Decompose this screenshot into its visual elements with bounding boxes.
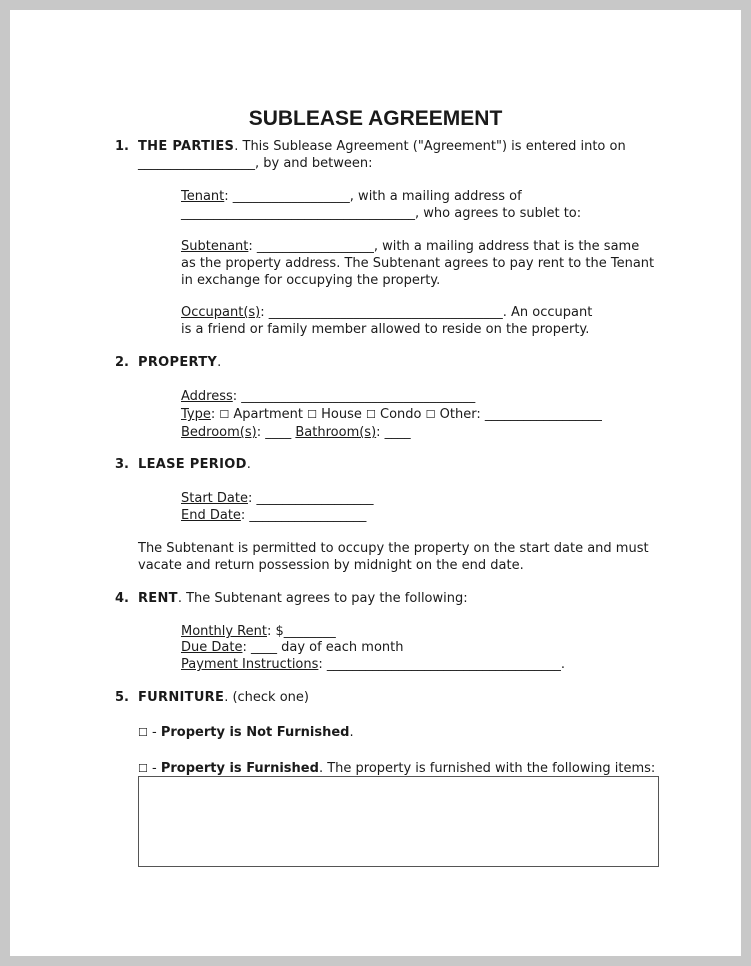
not-furnished-checkbox[interactable]: ☐ [138, 726, 148, 739]
occupant-label: Occupant(s) [181, 305, 261, 320]
section-1-text-1: . This Sublease Agreement ("Agreement") is entered into on [234, 139, 626, 154]
start-date-label: Start Date [181, 491, 248, 506]
bathrooms-label: Bathroom(s) [295, 425, 377, 440]
section-5-line [138, 689, 309, 706]
document-title: SUBLEASE AGREEMENT [248, 107, 503, 130]
furnished-label: Property is Furnished [160, 761, 319, 776]
section-3-number: 3. [115, 457, 129, 472]
house-checkbox[interactable]: ☐ [307, 408, 317, 421]
address-label: Address [181, 389, 233, 404]
not-furnished-dash: - [152, 725, 157, 740]
subtenant-label: Subtenant [181, 239, 249, 254]
payment-instructions-line [181, 656, 565, 673]
furnished-option [138, 760, 655, 777]
apartment-checkbox[interactable]: ☐ [219, 408, 230, 421]
apartment-label: Apartment [233, 407, 303, 422]
document-page [10, 10, 741, 956]
section-1-line-2[interactable]: __________________, by and between: [138, 156, 373, 171]
rooms-line [181, 424, 411, 441]
section-5-heading: FURNITURE [138, 690, 225, 705]
furnished-items-box[interactable] [138, 776, 659, 867]
due-date-label: Due Date [181, 640, 243, 655]
monthly-rent-line [181, 623, 336, 640]
section-2-period: . [217, 355, 222, 370]
bathrooms-field[interactable]: : ____ [376, 425, 411, 440]
subtenant-line-1 [181, 238, 639, 255]
section-3-heading-line [138, 456, 251, 473]
type-line [181, 406, 602, 423]
due-date-line [181, 639, 403, 656]
section-1-line-1 [138, 138, 626, 155]
condo-checkbox[interactable]: ☐ [366, 408, 376, 421]
tenant-line-2[interactable]: ____________________________________, who agrees to sublet to: [181, 206, 582, 221]
furnished-checkbox[interactable]: ☐ [138, 762, 148, 775]
section-5-text: . (check one) [224, 690, 309, 705]
section-2-number: 2. [115, 355, 129, 370]
tenant-field[interactable]: : __________________, with a mailing address of [224, 189, 522, 204]
section-3-heading: LEASE PERIOD [138, 457, 247, 472]
furnished-dash: - [152, 761, 157, 776]
not-furnished-option [138, 724, 354, 741]
section-4-number: 4. [115, 591, 129, 606]
start-date-field[interactable]: : __________________ [247, 491, 374, 506]
occupant-field[interactable]: : ____________________________________. An occupant [260, 305, 593, 320]
start-date-line [181, 490, 373, 507]
tenant-line-1 [181, 188, 522, 205]
not-furnished-label: Property is Not Furnished [160, 725, 350, 740]
section-2-heading: PROPERTY [138, 355, 218, 370]
type-colon: : [210, 407, 216, 422]
section-4-heading: RENT [138, 591, 178, 606]
lease-period-text-1: The Subtenant is permitted to occupy the property on the start date and must [138, 541, 649, 556]
subtenant-line-3: in exchange for occupying the property. [181, 273, 441, 288]
lease-period-text-2: vacate and return possession by midnight on the end date. [138, 558, 524, 573]
end-date-field[interactable]: : __________________ [240, 508, 367, 523]
type-label: Type [181, 407, 211, 422]
section-4-line [138, 590, 468, 607]
not-furnished-period: . [349, 725, 354, 740]
subtenant-field[interactable]: : __________________, with a mailing address that is the same [248, 239, 640, 254]
section-4-text: . The Subtenant agrees to pay the following: [177, 591, 468, 606]
occupant-line-1 [181, 304, 592, 321]
section-3-period: . [246, 457, 251, 472]
monthly-rent-field[interactable]: : $________ [266, 624, 336, 639]
payment-instructions-label: Payment Instructions [181, 657, 319, 672]
other-field[interactable]: Other: __________________ [439, 407, 602, 422]
section-2-heading-line [138, 354, 221, 371]
tenant-label: Tenant [181, 189, 225, 204]
subtenant-line-2: as the property address. The Subtenant agrees to pay rent to the Tenant [181, 256, 655, 271]
due-date-field[interactable]: : ____ day of each month [242, 640, 404, 655]
section-1-number: 1. [115, 139, 129, 154]
address-line [181, 388, 475, 405]
other-checkbox[interactable]: ☐ [425, 408, 436, 421]
bedrooms-label: Bedroom(s) [181, 425, 257, 440]
bedrooms-field[interactable]: : ____ [256, 425, 292, 440]
section-1-heading: THE PARTIES [138, 139, 235, 154]
address-field[interactable]: : ____________________________________ [232, 389, 476, 404]
end-date-line [181, 507, 366, 524]
occupant-line-2: is a friend or family member allowed to reside on the property. [181, 322, 590, 337]
house-label: House [321, 407, 362, 422]
monthly-rent-label: Monthly Rent [181, 624, 267, 639]
section-5-number: 5. [115, 690, 129, 705]
condo-label: Condo [380, 407, 422, 422]
end-date-label: End Date [181, 508, 241, 523]
payment-instructions-field[interactable]: : ____________________________________. [318, 657, 566, 672]
furnished-text: . The property is furnished with the following items: [318, 761, 656, 776]
